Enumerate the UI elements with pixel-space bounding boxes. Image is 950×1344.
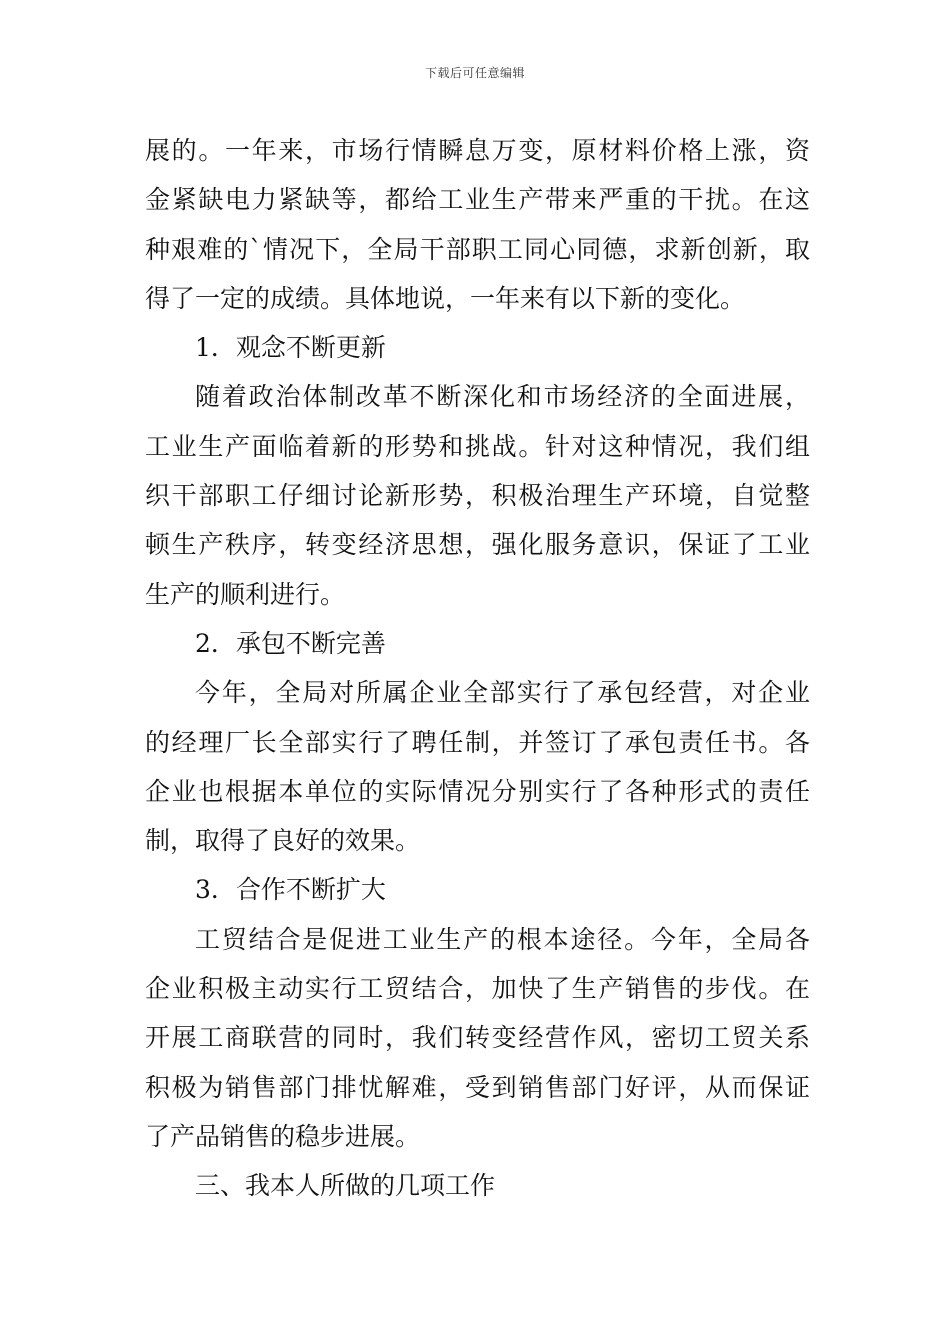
paragraph-line: 金紧缺电力紧缺等，都给工业生产带来严重的干扰。在这 xyxy=(145,185,810,215)
section-heading: 1．观念不断更新 xyxy=(195,333,386,363)
paragraph-line: 生产的顺利进行。 xyxy=(145,579,346,609)
paragraph-line: 制，取得了良好的效果。 xyxy=(145,826,421,856)
paragraph-line: 工贸结合是促进工业生产的根本途径。今年，全局各 xyxy=(195,924,810,954)
paragraph-line: 今年，全局对所属企业全部实行了承包经营，对企业 xyxy=(195,678,810,708)
paragraph-line: 展的。一年来，市场行情瞬息万变，原材料价格上涨，资 xyxy=(145,136,810,165)
paragraph-line: 企业积极主动实行工贸结合，加快了生产销售的步伐。在 xyxy=(145,974,810,1004)
paragraph-line: 顿生产秩序，转变经济思想，强化服务意识，保证了工业 xyxy=(145,530,810,560)
page-header: 下载后可任意编辑 xyxy=(424,66,525,80)
paragraph-line: 积极为销售部门排忧解难，受到销售部门好评，从而保证 xyxy=(145,1072,810,1102)
paragraph-line: 种艰难的`情况下，全局干部职工同心同德，求新创新，取 xyxy=(145,234,810,264)
paragraph-line: 得了一定的成绩。具体地说，一年来有以下新的变化。 xyxy=(145,283,746,313)
paragraph-line: 随着政治体制改革不断深化和市场经济的全面进展， xyxy=(195,382,810,412)
paragraph-line: 企业也根据本单位的实际情况分别实行了各种形式的责任 xyxy=(145,776,810,806)
paragraph-line: 织干部职工仔细讨论新形势，积极治理生产环境，自觉整 xyxy=(145,481,810,511)
paragraph-line: 了产品销售的稳步进展。 xyxy=(145,1121,421,1151)
paragraph-line: 工业生产面临着新的形势和挑战。针对这种情况，我们组 xyxy=(145,431,810,461)
paragraph-line: 的经理厂长全部实行了聘任制，并签订了承包责任书。各 xyxy=(145,727,810,757)
section-heading: 三、我本人所做的几项工作 xyxy=(195,1171,496,1201)
document-body xyxy=(145,126,810,1211)
section-heading: 2．承包不断完善 xyxy=(195,628,386,658)
paragraph-line: 开展工商联营的同时，我们转变经营作风，密切工贸关系 xyxy=(145,1023,810,1053)
section-heading: 3．合作不断扩大 xyxy=(195,875,386,905)
